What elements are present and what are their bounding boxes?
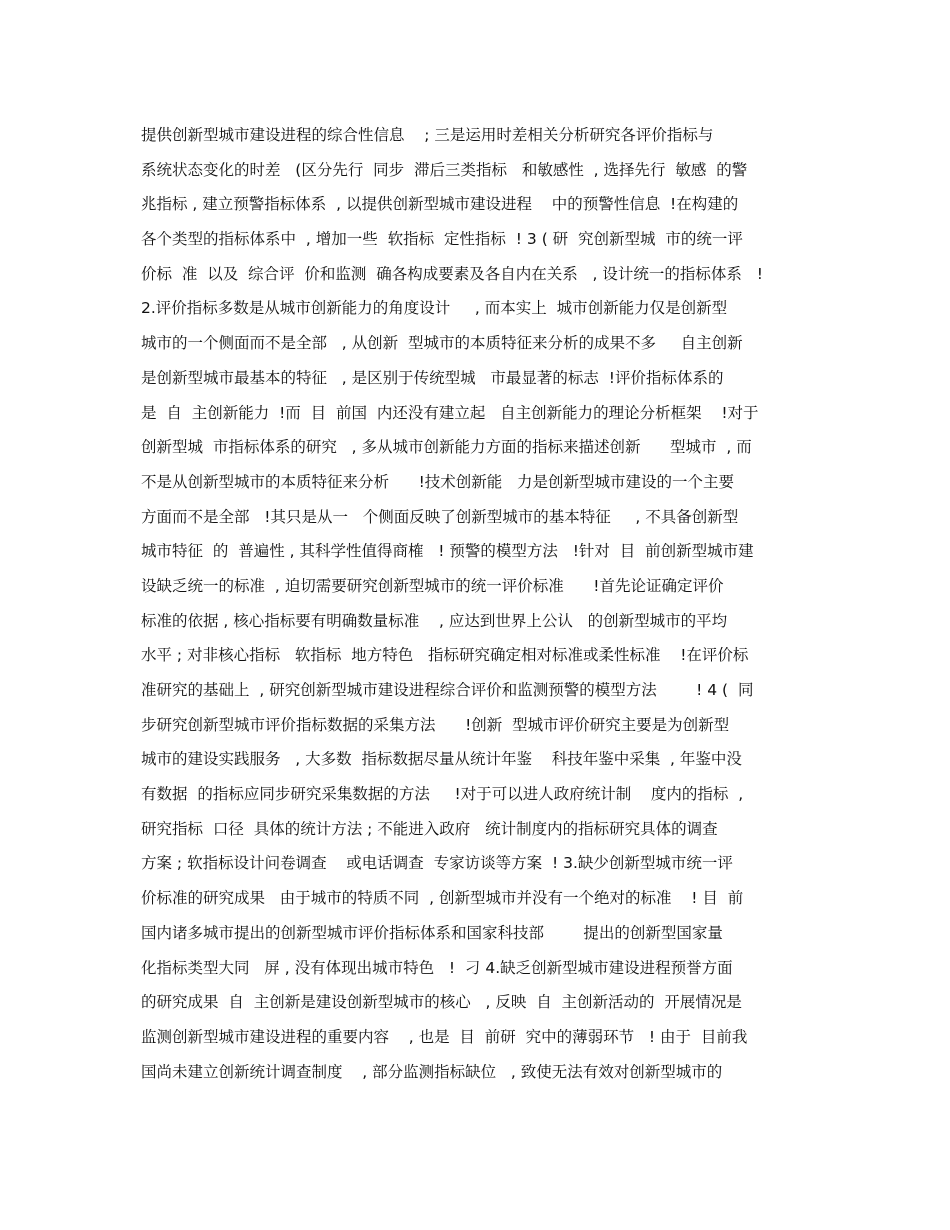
text-line: 是创新型城市最基本的特征 , 是区别于传统型城 市最显著的标志 !评价指标体系的 [141, 368, 724, 387]
text-line: 2.评价指标多数是从城市创新能力的角度设计 , 而本实上 城市创新能力仅是创新型 [141, 299, 728, 318]
text-line: 国尚未建立创新统计调查制度 , 部分监测指标缺位 , 致使无法有效对创新型城市的 [141, 1062, 723, 1081]
text-line: 标准的依据 , 核心指标要有明确数量标准 , 应达到世界上公认 的创新型城市的平均 [141, 611, 728, 630]
text-line: 化指标类型大同 屏 , 没有体现出城市特色 ! 刁 4.缺乏创新型城市建设进程预誉方面 [141, 958, 733, 977]
text-line: 方案 ; 软指标设计问卷调查 或电话调查 专家访谈等方案 ! 3.缺少创新型城市统一评 [141, 854, 733, 873]
text-line: 不是从创新型城市的本质特征来分析 !技术创新能 力是创新型城市建设的一个主要 [141, 472, 735, 491]
text-line: 城市特征 的 普遍性 , 其科学性值得商榷 ! 预警的模型方法 !针对 目 前创新型城市建 [141, 542, 754, 561]
text-line: 步研究创新型城市评价指标数据的采集方法 !创新 型城市评价研究主要是为创新型 [141, 715, 730, 734]
text-line: 有数据 的指标应同步研究采集数据的方法 !对于可以进人政府统计制 度内的指标 , [141, 785, 744, 804]
text-line: 水平 ; 对非核心指标 软指标 地方特色 指标研究确定相对标准或柔性标准 !在评价标 [141, 646, 749, 665]
text-line: 价标准的研究成果 由于城市的特质不同 , 创新型城市并没有一个绝对的标准 ! 目 前 [141, 889, 744, 908]
text-line: 方面而不是全部 !其只是从一 个侧面反映了创新型城市的基本特征 , 不具备创新型 [141, 507, 739, 526]
text-line: 研究指标 口径 具体的统计方法 ; 不能进入政府 统计制度内的指标研究具体的调查 [141, 819, 718, 838]
text-line: 价标 准 以及 综合评 价和监测 确各构成要素及各自内在关系 , 设计统一的指标体系 ! [141, 264, 763, 283]
text-line: 各个类型的指标体系中 , 增加一些 软指标 定性指标 ! 3 ( 研 究创新型城 市的统一评 [141, 230, 743, 249]
text-line: 监测创新型城市建设进程的重要内容 , 也是 目 前研 究中的薄弱环节 ! 由于 目前我 [141, 1027, 748, 1046]
text-line: 创新型城 市指标体系的研究 , 多从城市创新能力方面的指标来描述创新 型城市 , 而 [141, 438, 752, 457]
text-line: 城市的一个侧面而不是全部 , 从创新 型城市的本质特征来分析的成果不多 自主创新 [141, 334, 743, 353]
text-line: 提供创新型城市建设进程的综合性信息 ; 三是运用时差相关分析研究各评价指标与 [141, 126, 714, 144]
text-line: 准研究的基础上 , 研究创新型城市建设进程综合评价和监测预警的模型方法 ! 4 ( 同 [141, 681, 754, 699]
text-line: 系统状态变化的时差 (区分先行 同步 滞后三类指标 和敏感性 , 选择先行 敏感 的警 [141, 160, 748, 179]
text-line: 设缺乏统一的标准 , 迫切需要研究创新型城市的统一评价标准 !首先论证确定评价 [141, 576, 724, 595]
text-line: 国内诸多城市提出的创新型城市评价指标体系和国家科技部 提出的创新型国家量 [141, 923, 723, 942]
text-line: 兆指标 , 建立预警指标体系 , 以提供创新型城市建设进程 中的预警性信息 !在构建的 [141, 195, 739, 214]
text-line: 是 自 主创新能力 !而 目 前国 内还没有建立起 自主创新能力的理论分析框架 !对于 [141, 403, 759, 422]
text-line: 的研究成果 自 主创新是建设创新型城市的核心 , 反映 自 主创新活动的 开展情况是 [141, 993, 742, 1012]
text-line: 城市的建设实践服务 , 大多数 指标数据尽量从统计年鉴 科技年鉴中采集 , 年鉴中没 [141, 750, 742, 769]
body-text [141, 122, 821, 1093]
